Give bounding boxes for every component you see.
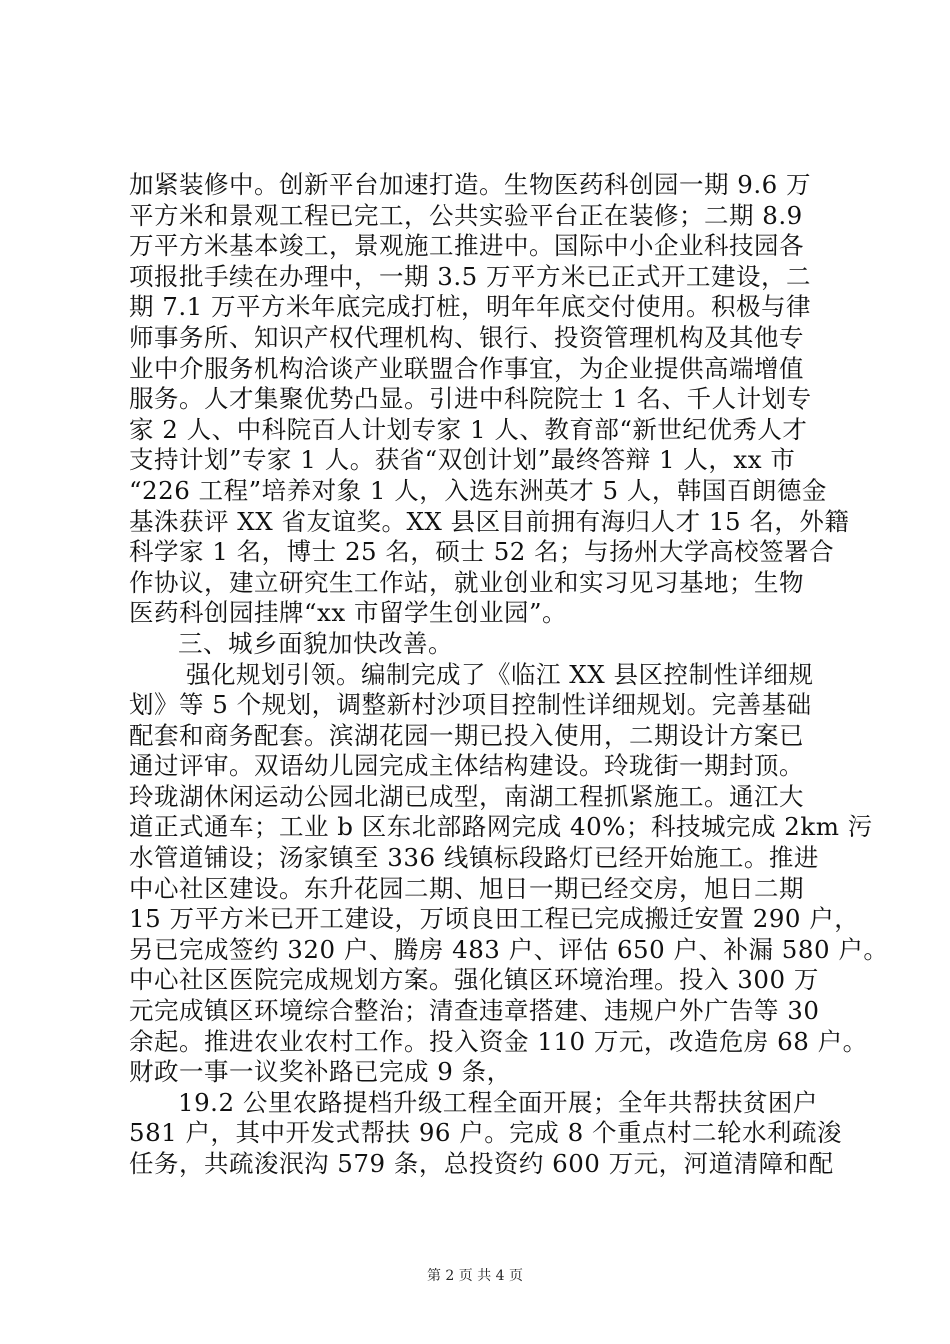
text-line: 业中介服务机构洽谈产业联盟合作事宜，为企业提供高端增值 <box>129 353 804 383</box>
text-line: 玲珑湖休闲运动公园北湖已成型，南湖工程抓紧施工。通江大 <box>129 781 804 811</box>
text-line: 家 2 人、中科院百人计划专家 1 人、教育部“新世纪优秀人才 <box>129 414 808 444</box>
text-line: 另已完成签约 320 户、腾房 483 户、评估 650 户、补漏 580 户。 <box>129 934 889 964</box>
text-line: 平方米和景观工程已完工，公共实验平台正在装修；二期 8.9 <box>129 200 803 230</box>
text-line: 期 7.1 万平方米年底完成打桩，明年年底交付使用。积极与律 <box>129 292 812 322</box>
text-line: 师事务所、知识产权代理机构、银行、投资管理机构及其他专 <box>129 322 804 352</box>
paragraph-start-line: 19.2 公里农路提档升级工程全面开展；全年共帮扶贫困户 <box>178 1087 818 1117</box>
text-line: 配套和商务配套。滨湖花园一期已投入使用，二期设计方案已 <box>129 720 804 750</box>
text-line: 通过评审。双语幼儿园完成主体结构建设。玲珑街一期封顶。 <box>129 751 804 781</box>
text-line: 581 户，其中开发式帮扶 96 户。完成 8 个重点村二轮水利疏浚 <box>129 1118 842 1148</box>
text-line: 支持计划”专家 1 人。获省“双创计划”最终答辩 1 人，xx 市 <box>129 445 796 475</box>
document-body <box>129 170 889 1180</box>
text-line: 基洙获评 XX 省友谊奖。XX 县区目前拥有海归人才 15 名，外籍 <box>129 506 850 536</box>
text-line: 中心社区医院完成规划方案。强化镇区环境治理。投入 300 万 <box>129 965 819 995</box>
text-line: 15 万平方米已开工建设，万顷良田工程已完成搬迁安置 290 户， <box>129 904 860 934</box>
text-line: 元完成镇区环境综合整治；清查违章搭建、违规户外广告等 30 <box>129 996 820 1026</box>
page-footer: 第 2 页 共 4 页 <box>426 1268 524 1284</box>
text-line: 中心社区建设。东升花园二期、旭日一期已经交房，旭日二期 <box>129 873 804 903</box>
text-line: “226 工程”培养对象 1 人，入选东洲英才 5 人，韩国百朗德金 <box>129 475 827 505</box>
text-line: 道正式通车；工业 b 区东北部路网完成 40%；科技城完成 2km 污 <box>129 812 873 842</box>
text-line: 水管道铺设；汤家镇至 336 线镇标段路灯已经开始施工。推进 <box>129 843 819 873</box>
text-line: 作协议，建立研究生工作站，就业创业和实习见习基地；生物 <box>129 567 804 597</box>
text-line: 科学家 1 名，博士 25 名，硕士 52 名；与扬州大学高校签署合 <box>129 537 835 567</box>
text-line: 万平方米基本竣工，景观施工推进中。国际中小企业科技园各 <box>129 231 804 261</box>
paragraph-start-line: 强化规划引领。编制完成了《临江 XX 县区控制性详细规 <box>186 659 814 689</box>
text-line: 服务。人才集聚优势凸显。引进中科院院士 1 名、千人计划专 <box>129 384 812 414</box>
text-line: 项报批手续在办理中，一期 3.5 万平方米已正式开工建设，二 <box>129 261 812 291</box>
text-line: 余起。推进农业农村工作。投入资金 110 万元，改造危房 68 户。 <box>129 1026 868 1056</box>
text-line: 划》等 5 个规划，调整新村沙项目控制性详细规划。完善基础 <box>129 690 812 720</box>
text-line: 任务，共疏浚泯沟 579 条，总投资约 600 万元，河道清障和配 <box>129 1149 834 1178</box>
text-line: 加紧装修中。创新平台加速打造。生物医药科创园一期 9.6 万 <box>129 170 812 199</box>
section-heading: 三、城乡面貌加快改善。 <box>178 628 453 658</box>
text-line: 财政一事一议奖补路已完成 9 条， <box>129 1057 512 1087</box>
text-line: 医药科创园挂牌“xx 市留学生创业园”。 <box>129 598 567 628</box>
